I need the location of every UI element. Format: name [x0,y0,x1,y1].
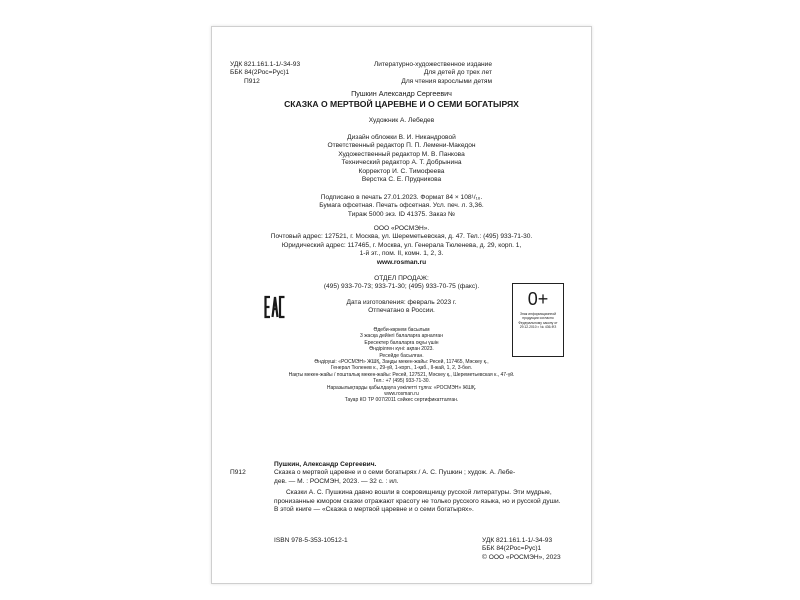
isbn: ISBN 978-5-353-10512-1 [274,537,348,544]
imprint-page [211,26,592,584]
print-line: Бумага офсетная. Печать офсетная. Усл. печ. л. 3,36. [319,202,484,210]
kazakh-line: Тауар КО ТР 007/2011 сәйкес сертификатталған. [344,397,459,404]
publisher-block [212,225,591,267]
book-artist: Художник А. Лебедев [368,117,435,124]
edition-age: Для детей до трех лет [423,69,492,77]
kazakh-block [212,327,591,404]
kazakh-line: Ресейде басылған. [379,352,424,359]
book-code: П912 [244,77,260,85]
eac-label: ЕАС [264,294,267,295]
credit-line: Технический редактор А. Т. Добрынина [341,159,462,167]
print-line: Тираж 5000 экз. ID 41375. Заказ № [347,210,456,218]
age-rating-text: Знак информационной продукции согласно Федеральному закону от 29.12.2010 г. № 436-ФЗ [518,312,558,330]
kazakh-line: Наразылықтарды қабылдауға уәкілетті тұлға: «РОСМЭН» ЖШҚ. [326,384,477,391]
udk-block-bottom [482,537,561,562]
biblio-entry-row [230,469,570,477]
credit-line: Художественный редактор М. В. Панкова [338,150,465,158]
biblio-entry-line: Сказка о мертвой царевне и о семи богатырях / А. С. Пушкин ; худож. А. Лебе- [274,469,516,477]
kazakh-line: Өдеби-көркем басылым [373,327,430,333]
biblio-annotation: пронизанные юмором сказки отражают красоту не только русского языка, но и русской души. [274,497,561,505]
biblio-code: П912 [230,469,246,477]
age-rating-label: 0+ [527,289,549,309]
biblio-entry-line: дев. — М. : РОСМЭН, 2023. — 32 с. : ил. [274,477,399,485]
kazakh-line: 3 жасқа дейінгі балаларға арналған [360,333,443,340]
manufacture-country: Отпечатано в России. [368,307,435,315]
print-info [212,194,591,219]
book-title: СКАЗКА О МЕРТВОЙ ЦАРЕВНЕ И О СЕМИ БОГАТЫРЯХ [284,99,519,109]
publisher-address: 1-й эт., пом. II, комн. 1, 2, 3. [359,250,444,258]
biblio-annotation: Сказки А. С. Пушкина давно вошли в сокровищницу русской литературы. Эти мудрые, [286,489,552,497]
bbk-line: ББК 84(2Рос=Рус)1 [482,545,542,553]
kazakh-line: Өндіруші: «РОСМЭН» ЖШҚ, Заңды мекен-жайы: Ресей, 117465, Мәскеу қ., [314,359,489,366]
kazakh-line: Өндірілген күні: ақпан 2023. [369,346,434,353]
credit-line: Корректор И. С. Тимофеева [358,167,445,175]
manufacture-date: Дата изготовления: февраль 2023 г. [346,299,457,306]
kazakh-line: Тел.: +7 (495) 933-71-30. [373,378,430,385]
credits-list [212,134,591,184]
copyright-line: © ООО «РОСМЭН», 2023 [482,553,561,561]
udk-line: УДК 821.161.1-1/-34-93 [230,61,301,68]
credit-line: Ответственный редактор П. П. Лемени-Македон [327,142,476,150]
edition-reading: Для чтения взрослыми детям [401,77,492,85]
print-line: Подписано в печать 27.01.2023. Формат 84 × 108¹/₁₆. [320,194,483,201]
eac-certification-icon [264,294,286,320]
biblio-block [230,461,570,514]
udk-block-top [230,61,300,86]
edition-type: Литературно-художественное издание [373,61,492,68]
kazakh-line: www.rosman.ru [384,391,419,398]
book-author: Пушкин Александр Сергеевич [351,89,452,98]
bbk-line: ББК 84(2Рос=Рус)1 [230,69,290,77]
biblio-annotation: В этой книге — «Сказка о мертвой царевне и о семи богатырях». [274,506,474,514]
kazakh-line: Генерал Тюленев к., 29-үй, 1-корп., 1-қаб., II-жай, 1, 2, 3-бөл. [330,365,473,372]
sales-phones: (495) 933-70-73; 933-71-30; (495) 933-70-75 (факс). [323,283,480,291]
publisher-name: ООО «РОСМЭН». [373,225,430,232]
udk-line: УДК 821.161.1-1/-34-93 [482,537,553,544]
publisher-address: Юридический адрес: 117465, г. Москва, ул. Генерала Тюленева, д. 29, корп. 1, [281,241,522,249]
publisher-website: www.rosman.ru [376,258,427,266]
kazakh-line: Ересектер балаларға оқуы үшін [364,339,439,346]
sales-heading: ОТДЕЛ ПРОДАЖ: [374,275,429,282]
biblio-author: Пушкин, Александр Сергеевич. [274,461,377,468]
credit-line: Верстка С. Е. Прудникова [361,176,442,184]
edition-info [342,61,492,86]
publisher-address: Почтовый адрес: 127521, г. Москва, ул. Шереметьевская, д. 47. Тел.: (495) 933-71-30. [270,233,533,241]
credit-line: Дизайн обложки В. И. Никандровой [347,134,456,141]
kazakh-line: Нақты мекен-жайы / пошталық мекен-жайы: Ресей, 127521, Мәскеу қ., Шереметьевская к., 47-үй. [288,371,515,378]
